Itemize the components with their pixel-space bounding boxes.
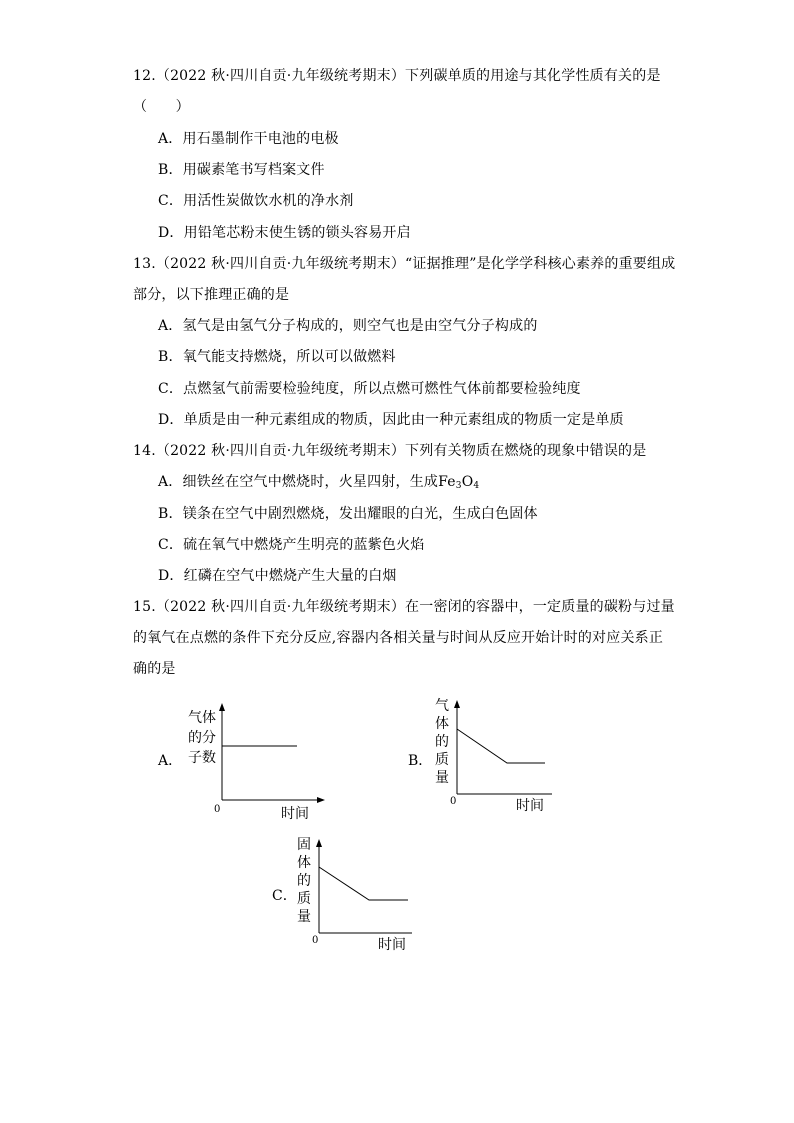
question-13-option-b (158, 348, 396, 366)
question-14-stem (133, 442, 646, 460)
question-number: 12. (133, 68, 156, 84)
question-12-stem (133, 67, 661, 85)
graph-b-ylabel-line-3: 的 (435, 734, 449, 750)
question-number: 15. (133, 599, 156, 615)
option-label: D． (158, 225, 184, 241)
question-14-option-c (158, 536, 425, 554)
option-text: 氧气能支持燃烧，所以可以做燃料 (182, 349, 396, 365)
graph-b-ylabel-line-5: 量 (435, 770, 449, 786)
question-15-continuation: 的氧气在点燃的条件下充分反应,容器内各相关量与时间从反应开始计时的对应关系正 (133, 630, 664, 646)
graph-c-origin: 0 (312, 935, 319, 946)
question-14-option-b (158, 505, 538, 523)
graph-c-ylabel-line-1: 固 (297, 837, 311, 853)
graph-b-origin: 0 (450, 796, 457, 807)
graph-c-curve (319, 867, 408, 900)
graph-a (180, 700, 340, 825)
option-label: D． (158, 568, 184, 584)
graph-a-option-label: A． (158, 753, 183, 769)
option-text: 氢气是由氢气分子构成的，则空气也是由空气分子构成的 (182, 318, 538, 334)
question-15-stem (133, 598, 675, 616)
option-text: 镁条在空气中剧烈燃烧，发出耀眼的白光，生成白色固体 (182, 506, 538, 522)
question-12-option-c (158, 192, 354, 210)
option-label: C． (158, 193, 184, 209)
option-text: 用铅笔芯粉末使生锈的锁头容易开启 (183, 225, 411, 241)
option-label: B． (158, 349, 183, 365)
option-text: 硫在氧气中燃烧产生明亮的蓝紫色火焰 (183, 537, 425, 553)
option-text: 单质是由一种元素组成的物质，因此由一种元素组成的物质一定是单质 (183, 412, 624, 428)
option-label: C． (158, 381, 184, 397)
graph-c-ylabel-line-4: 质 (297, 891, 311, 907)
question-12-option-d (158, 224, 411, 242)
question-text: （2022 秋·四川自贡·九年级统考期末）在一密闭的容器中，一定质量的碳粉与过量 (155, 599, 675, 615)
option-label: A． (158, 318, 183, 334)
question-14-option-a (158, 473, 479, 495)
graph-a-y-arrow (219, 703, 225, 711)
question-15-continuation-2: 确的是 (133, 661, 176, 677)
question-text: （2022 秋·四川自贡·九年级统考期末）下列有关物质在燃烧的现象中错误的是 (155, 443, 647, 459)
question-14-option-d (158, 567, 397, 585)
option-text: 用碳素笔书写档案文件 (182, 162, 325, 178)
graph-a-origin: 0 (214, 804, 221, 815)
graph-a-xlabel: 时间 (281, 806, 309, 822)
option-label: A． (158, 131, 183, 147)
question-13-option-a (158, 317, 538, 335)
graph-c-xlabel: 时间 (378, 937, 406, 953)
question-12-option-b (158, 161, 325, 179)
graph-a-ylabel-line-2: 的分 (188, 730, 216, 746)
question-13-option-d (158, 411, 624, 429)
question-number: 14. (133, 443, 156, 459)
graph-c-ylabel-line-3: 的 (297, 873, 311, 889)
question-13-option-c (158, 380, 581, 398)
option-text: 点燃氢气前需要检验纯度，所以点燃可燃性气体前都要检验纯度 (183, 381, 581, 397)
question-13-continuation: 部分，以下推理正确的是 (133, 287, 290, 303)
graph-b-curve (457, 729, 545, 763)
graph-c (294, 832, 434, 957)
graph-a-x-arrow (317, 797, 325, 803)
question-number: 13. (133, 256, 156, 272)
option-text: 用石墨制作干电池的电极 (182, 131, 339, 147)
graph-b (430, 693, 570, 818)
graph-c-y-arrow (316, 839, 322, 847)
question-text: （2022 秋·四川自贡·九年级统考期末）下列碳单质的用途与其化学性质有关的是 (155, 68, 661, 84)
option-label: C． (158, 537, 184, 553)
question-12-option-a (158, 130, 339, 148)
option-label: A． (158, 474, 183, 490)
graph-b-ylabel-line-2: 体 (435, 716, 449, 732)
formula-element: O (461, 474, 474, 490)
graph-b-y-arrow (454, 700, 460, 708)
graph-a-ylabel-line-1: 气体 (188, 710, 216, 726)
option-label: B． (158, 162, 183, 178)
graph-b-option-label: B． (408, 753, 433, 769)
option-label: B． (158, 506, 183, 522)
option-label: D． (158, 412, 184, 428)
question-13-stem (133, 255, 675, 273)
option-text: 细铁丝在空气中燃烧时，火星四射，生成Fe (182, 474, 456, 490)
graph-b-ylabel-line-1: 气 (435, 698, 449, 714)
formula-subscript: 3 (455, 481, 462, 491)
formula-subscript: 4 (473, 481, 480, 491)
graph-c-ylabel-line-2: 体 (297, 855, 311, 871)
option-text: 红磷在空气中燃烧产生大量的白烟 (183, 568, 397, 584)
graph-c-ylabel-line-5: 量 (297, 909, 311, 925)
question-text: （2022 秋·四川自贡·九年级统考期末）“证据推理”是化学学科核心素养的重要组成 (155, 256, 676, 272)
graph-c-option-label: C． (272, 888, 297, 904)
graph-b-xlabel: 时间 (516, 798, 544, 814)
option-text: 用活性炭做饮水机的净水剂 (183, 193, 354, 209)
graph-b-ylabel-line-4: 质 (435, 752, 449, 768)
question-12-continuation: （ ） (133, 99, 190, 115)
graph-a-ylabel-line-3: 子数 (188, 750, 216, 766)
